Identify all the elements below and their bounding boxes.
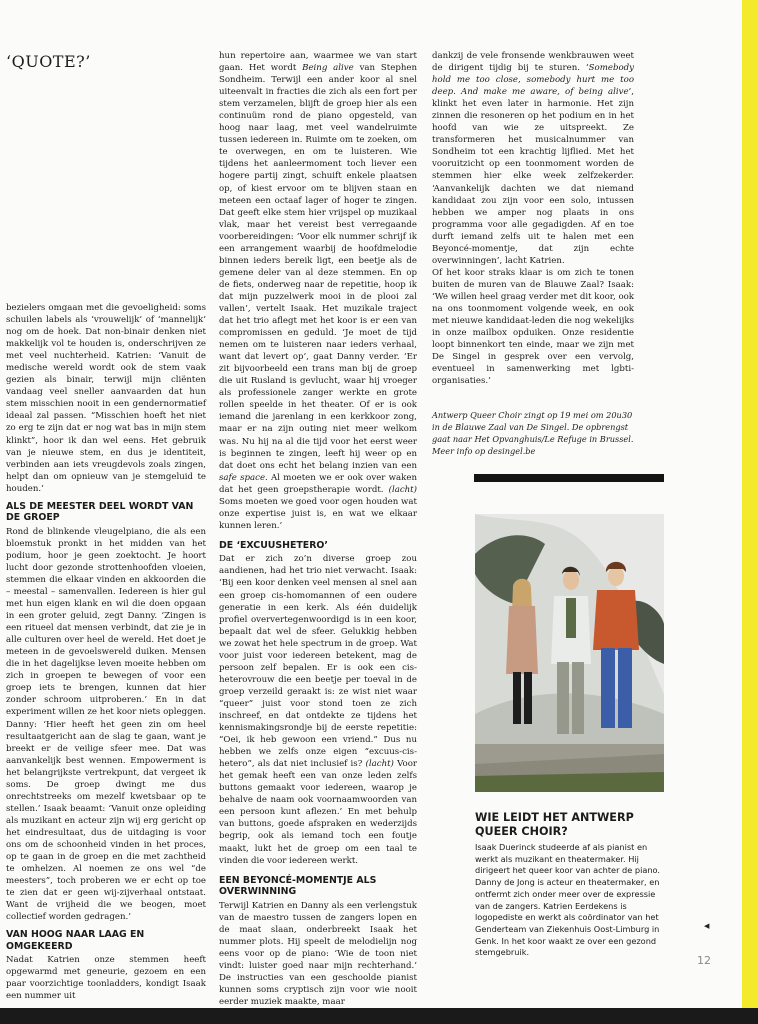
sidebar-title: WIE LEIDT HET ANTWERP QUEER CHOIR? (475, 811, 634, 838)
col2-paragraph-3: Terwijl Katrien en Danny als een verlengstuk van de maestro tussen de zangers lopen en de maat slaan, onderbreekt Isaak het nummer plots. Hij speelt de melodielijn nog eens voor op de piano: ‘Wie de toon niet vindt: luister goed naar mijn rechterhand.’ De instructies van een geschoolde pianist kunnen soms cryptisch zijn voor wie nooit eerder muziek maakte, maar (219, 900, 417, 1007)
subheading-meester: ALS DE MEESTER DEEL WORDT VAN DE GROEP (6, 500, 194, 524)
col1-paragraph-1: bezielers omgaan met die gevoeligheid: soms schuilen labels als ‘vrouwelijk’ of ‘mannelijk’ nog om de hoek. Dat non-binair denken niet makkelijk vol te houden is, onderschrijven ze met veel nuchterheid. Katrien: ‘Vanuit de medische wereld wordt ook de stem vaak gezien als binair, terwijl mijn cliënten vandaag veel sneller aanvaarden dat hun stem misschien nooit in een gendernormatief ideaal zal passen. “Misschien hoeft het niet zo erg te zijn dat er nog wat bas in mijn stem klinkt”, hoor ik dan wel eens. Het gebruik van je nieuwe stem, en dus je identiteit, verbinden aan iets vreugdevols zoals zingen, helpt dan om opnieuw van je stemgeluid te houden.’ (6, 303, 206, 494)
pull-quote-title: ‘QUOTE?’ (6, 52, 91, 71)
col3-paragraph-2: Of het koor straks klaar is om zich te tonen buiten de muren van de Blauwe Zaal? Isaak: ‘We willen heel graag verder met dit koor, ook na ons toonmoment volgende week, en ook met nieuwe kandidaat-leden die nog wekelijks in onze mailbox opduiken. Onze residentie loopt binnenkort ten einde, maar we zijn met De Singel in gesprek over een vervolg, eventueel in samenwerking met lgbti-organisaties.’ (432, 267, 634, 387)
col2-paragraph-1: hun repertoire aan, waarmee we van start gaan. Het wordt Being alive van Stephen Sondheim. Terwijl een ander koor al snel uiteenvalt in fracties die zich als een fort per stem verzamelen, blijft de groep hier als een continuüm rond de piano opgesteld, van hoog naar laag, met veel wandelruimte tussen iedereen in. Ruimte om te zoeken, om te overwegen, en om te luisteren. Wie tijdens het aanleermoment toch liever een hogere partij zingt, schuift enkele plaatsen op, of kiest ervoor om te blijven staan en meteen een octaaf lager of hoger te zingen. Dat geeft elke stem hier vrijspel op muzikaal vlak, maar het vereist best verregaande voorbereidingen: ‘Voor elk nummer schrijf ik een arrangement waarbij de hoofdmelodie binnen ieders bereik ligt, een beetje als de gemene deler van al deze stemmen. En op de fiets, onderweg naar de repetitie, hoop ik dat mijn puzzelwerk mooi in de plooi zal vallen’, vertelt Isaak. Het muzikale traject dat het trio aflegt met het koor is er een van compromissen en geduld. ‘Je moet de tijd nemen om te luisteren naar ieders verhaal, want dat levert op’, gaat Danny verder. ‘Er zit bijvoorbeeld een trans man bij de groep die uit Rusland is gevlucht, waar hij vroeger als professionele zanger werkte en grote rollen speelde in het theater. Of er is ook iemand die jarenlang in een kerkkoor zong, maar er na zijn outing niet meer welkom was. Nu hij na al die tijd voor het eerst weer is beginnen te zingen, leeft hij weer op en dat doet ons echt het belang inzien van een safe space. Al moeten we er ook over waken dat het geen groepstherapie wordt. (lacht) Soms moeten we goed voor ogen houden wat onze expertise juist is, en wat we elkaar kunnen leren.’ (219, 51, 417, 531)
bottom-border-bar (0, 1008, 758, 1024)
accent-edge-bar (742, 0, 758, 1008)
choir-leaders-photo (475, 514, 664, 792)
column-3 (432, 50, 634, 457)
triangle-marker-icon: ◀ (704, 922, 710, 930)
sidebar-text: Isaak Duerinck studeerde af als pianist en werkt als muzikant en theatermaker. Hij dirigeert het queer koor van achter de piano. Danny de Jong is acteur en theatermaker, en ontfermt zich onder meer over de expressie van de zangers. Katrien Eerdekens is logopediste en werkt als coördinator van het Genderteam van Ziekenhuis Oost-Limburg in Genk. In het koor waakt ze over een gezond stemgebruik. (475, 842, 661, 958)
column-1 (6, 302, 206, 1002)
subheading-beyonce: EEN BEYONCÉ-MOMENTJE ALS OVERWINNING (219, 874, 377, 898)
col1-paragraph-3: Nadat Katrien onze stemmen heeft opgewarmd met geneurie, gezoem en een paar voorzichtige toonladders, kondigt Isaak een nummer uit (6, 955, 206, 1002)
subheading-hoog-laag: VAN HOOG NAAR LAAG EN OMGEKEERD (6, 929, 145, 952)
event-credit: Antwerp Queer Choir zingt op 19 mei om 20u30 in de Blauwe Zaal van De Singel. De opbrengst gaat naar Het Opvanghuis/Le Refuge in Brussel. Meer info op desingel.be (432, 410, 634, 457)
page-number: 12 (697, 954, 711, 967)
col2-paragraph-2: Dat er zich zo’n diverse groep zou aandienen, had het trio niet verwacht. Isaak: ‘Bij een koor denken veel mensen al snel aan een groep cis-homomannen of een oudere generatie in een kerk. Als één duidelijk profiel oververtegenwoordigd is in een koor, bepaalt dat wel de sfeer. Gelukkig hebben we zowat het hele spectrum in de groep. Wat voor juist voor iedereen betekent, mag de persoon zelf bepalen. Er is ook een cis-heterovrouw die een beetje per toeval in de groep verzeild geraakt is: ze wist niet waar “queer” juist voor stond toen ze zich inschreef, en dat ontdekte ze tijdens het kennismakingsrondje bij de eerste repetitie: “Oei, ik heb gewoon een vriend.” Dus nu hebben we zelfs onze eigen “excuus-cis-hetero”, als dat niet inclusief is? (lacht) Voor het gemak heeft een van onze leden zelfs buttons gemaakt voor iedereen, waarop je behalve de naam ook voornaamwoorden van een persoon kunt aflezen.’ En met behulp van buttons, goede afspraken en wederzijds begrip, ook als iemand toch een foutje maakt, lukt het de groep om een taal te vinden die voor iedereen werkt. (219, 554, 417, 866)
column-2 (219, 50, 417, 1008)
col3-paragraph-1: dankzij de vele fronsende wenkbrauwen weet de dirigent tijdig bij te sturen. ‘Somebody hold me too close, somebody hurt me too deep. And make me aware, of being alive’, klinkt het even later in harmonie. Het zijn zinnen die resoneren op het podium en in het hoofd van wie ze uitspreekt. Ze transformeren het musicalnummer van Sondheim tot een krachtig lijflied. Met het vooruitzicht op een toonmoment worden de stemmen hier elke week zelfzekerder. ‘Aanvankelijk dachten we dat niemand kandidaat zou zijn voor een solo, intussen hebben we amper nog plaats in ons programma voor alle gegadigden. Af en toe durft iemand zelfs uit te halen met een Beyoncé-momentje, dat zijn echte overwinningen’, lacht Katrien. (432, 51, 634, 266)
photo-illustration (475, 514, 664, 792)
section-divider (474, 474, 664, 482)
col1-paragraph-2: Rond de blinkende vleugelpiano, die als een bloemstuk pronkt in het midden van het podium, hoor je geen zoektocht. Je hoort lucht door gezonde strottenhoofden vloeien, stemmen die elkaar vinden en akkoorden die – meestal – samenvallen. Iedereen is hier gul met hun eigen klank en wil die doen opgaan in een groter geluid, zegt Danny. ‘Zingen is een ritueel dat mensen verbindt, dat zie je in alle culturen over heel de wereld. Het doet je meteen in de gevoelswereld duiken. Mensen die in het dagelijkse leven moeite hebben om zich in groepen te bewegen of voor een groep iets te brengen, kunnen dat hier zonder schroom uitproberen.’ En in dat experiment willen ze het koor niets opleggen. Danny: ‘Hier heeft het geen zin om heel resultaatgericht aan de slag te gaan, want je breekt er de veilige sfeer mee. Dat was aanvankelijk best wennen. Empowerment is het belangrijkste vertrekpunt, dat vergeet ik soms. De groep dwingt me dus onrechtstreeks om mezelf kwetsbaar op te stellen.’ Isaak beaamt: ‘Vanuit onze opleiding als muzikant en acteur zijn wij erg gericht op het eindresultaat, dus de uitdaging is voor ons om de schoonheid vinden in het proces, op te gaan in de groep en die met zachtheid te omhelzen. Al noemen ze ons wel “de meesters”, toch proberen we er echt op toe te zien dat er geen wij-zijverhaal ontstaat. Want de vrijheid die we beogen, moet collectief worden gedragen.’ (6, 526, 206, 923)
subheading-excuushetero: DE ‘EXCUUSHETERO’ (219, 539, 328, 551)
